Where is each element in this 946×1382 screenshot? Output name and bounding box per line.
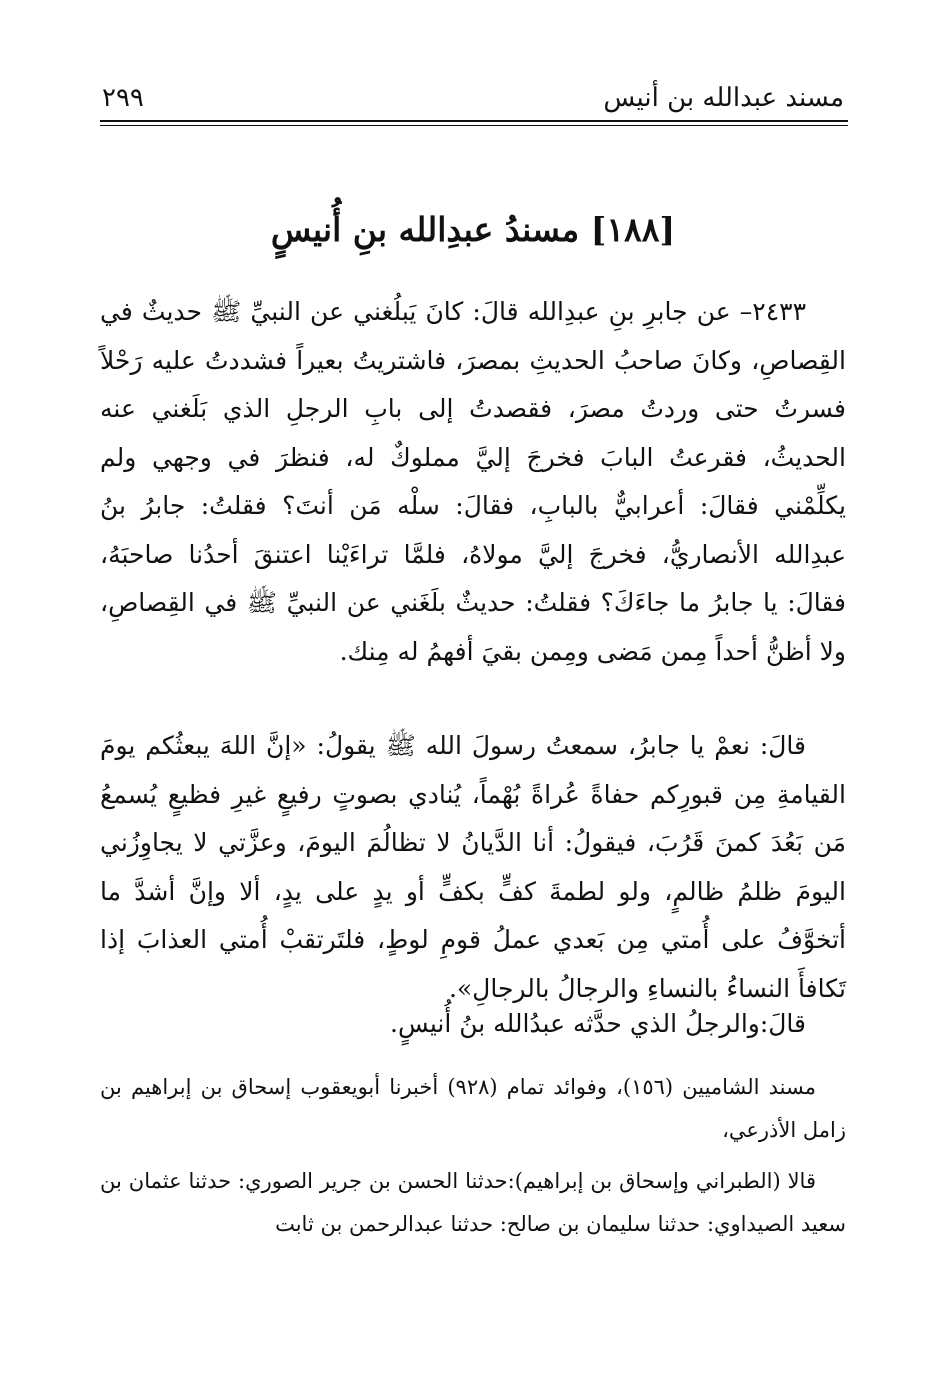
hadith-paragraph-1	[100, 288, 846, 676]
paragraph-text: ٢٤٣٣– عن جابرِ بنِ عبدِالله قالَ: كانَ يَبلُغني عن النبيِّ ﷺ حديثٌ في القِصاصِ، وكانَ صاحبُ الحديثِ بمصرَ، فاشتريتُ بعيراً فشددتُ عليه رَحْلاً فسرتُ حتى وردتُ مصرَ، فقصدتُ إلى بابِ الرجلِ الذي بَلَغني عنه الحديثُ، فقرعتُ البابَ فخرجَ إليَّ مملوكٌ له، فنظرَ في وجهي ولم يكلِّمْني فقالَ: أعرابيٌّ بالبابِ، فقالَ: سلْه مَن أنتَ؟ فقلتُ: جابرُ بنُ عبدِالله الأنصاريُّ، فخرجَ إليَّ مولاهُ، فلمَّا تراءَيْنا اعتنقَ أحدُنا صاحبَهُ، فقالَ: يا جابرُ ما جاءَكَ؟ فقلتُ: حديثٌ بلَغَني عن النبيِّ ﷺ في القِصاصِ، ولا أظنُّ أحداً مِمن مَضى ومِمن بقيَ أفهمُ له مِنك.	[100, 297, 846, 666]
hadith-paragraph-2	[100, 722, 846, 1013]
chapter-title: [١٨٨] مسندُ عبدِالله بنِ أُنيسٍ	[270, 210, 676, 249]
hadith-paragraph-3	[100, 1000, 846, 1049]
page-header	[102, 78, 844, 118]
footnote: قالا (الطبراني وإسحاق بن إبراهيم):حدثنا الحسن بن جرير الصوري: حدثنا عثمان بن سعيد الصيداوي: حدثنا سليمان بن صالح: حدثنا عبدالرحمن بن ثابت	[100, 1169, 846, 1236]
paragraph-text: قالَ:والرجلُ الذي حدَّثه عبدُالله بنُ أُنيسٍ.	[390, 1009, 806, 1038]
paragraph-text: قالَ: نعمْ يا جابرُ، سمعتُ رسولَ الله ﷺ يقولُ: «إنَّ اللهَ يبعثُكم يومَ القيامةِ مِن قبورِكم حفاةً عُراةً بُهْماً، يُنادي بصوتٍ رفيعٍ غيرِ فظيعٍ يُسمعُ مَن بَعُدَ كمنَ قَرُبَ، فيقولُ: أنا الدَّيانُ لا تظالُمَ اليومَ، وعزَّتي لا يجاوِزُني اليومَ ظلمُ ظالمٍ، ولو لطمةَ كفٍّ بكفٍّ أو يدٍ على يدٍ، ألا وإنَّ أشدَّ ما أتخوَّفُ على أُمتي مِن بَعدي عملُ قومِ لوطٍ، فلتَرتقبْ أُمتي العذابَ إذا تَكافأَ النساءُ بالنساءِ والرجالُ بالرجالِ».	[100, 731, 846, 1003]
header-rule-thin	[100, 125, 848, 126]
footnote: مسند الشاميين (١٥٦)، وفوائد تمام (٩٢٨) أخبرنا أبويعقوب إسحاق بن إبراهيم بن زامل الأذرعي،	[100, 1075, 846, 1142]
running-title: مسند عبدالله بن أنيس	[603, 83, 844, 113]
page-number: ٢٩٩	[102, 83, 144, 113]
footnotes	[100, 1066, 846, 1254]
header-rule	[100, 120, 848, 122]
